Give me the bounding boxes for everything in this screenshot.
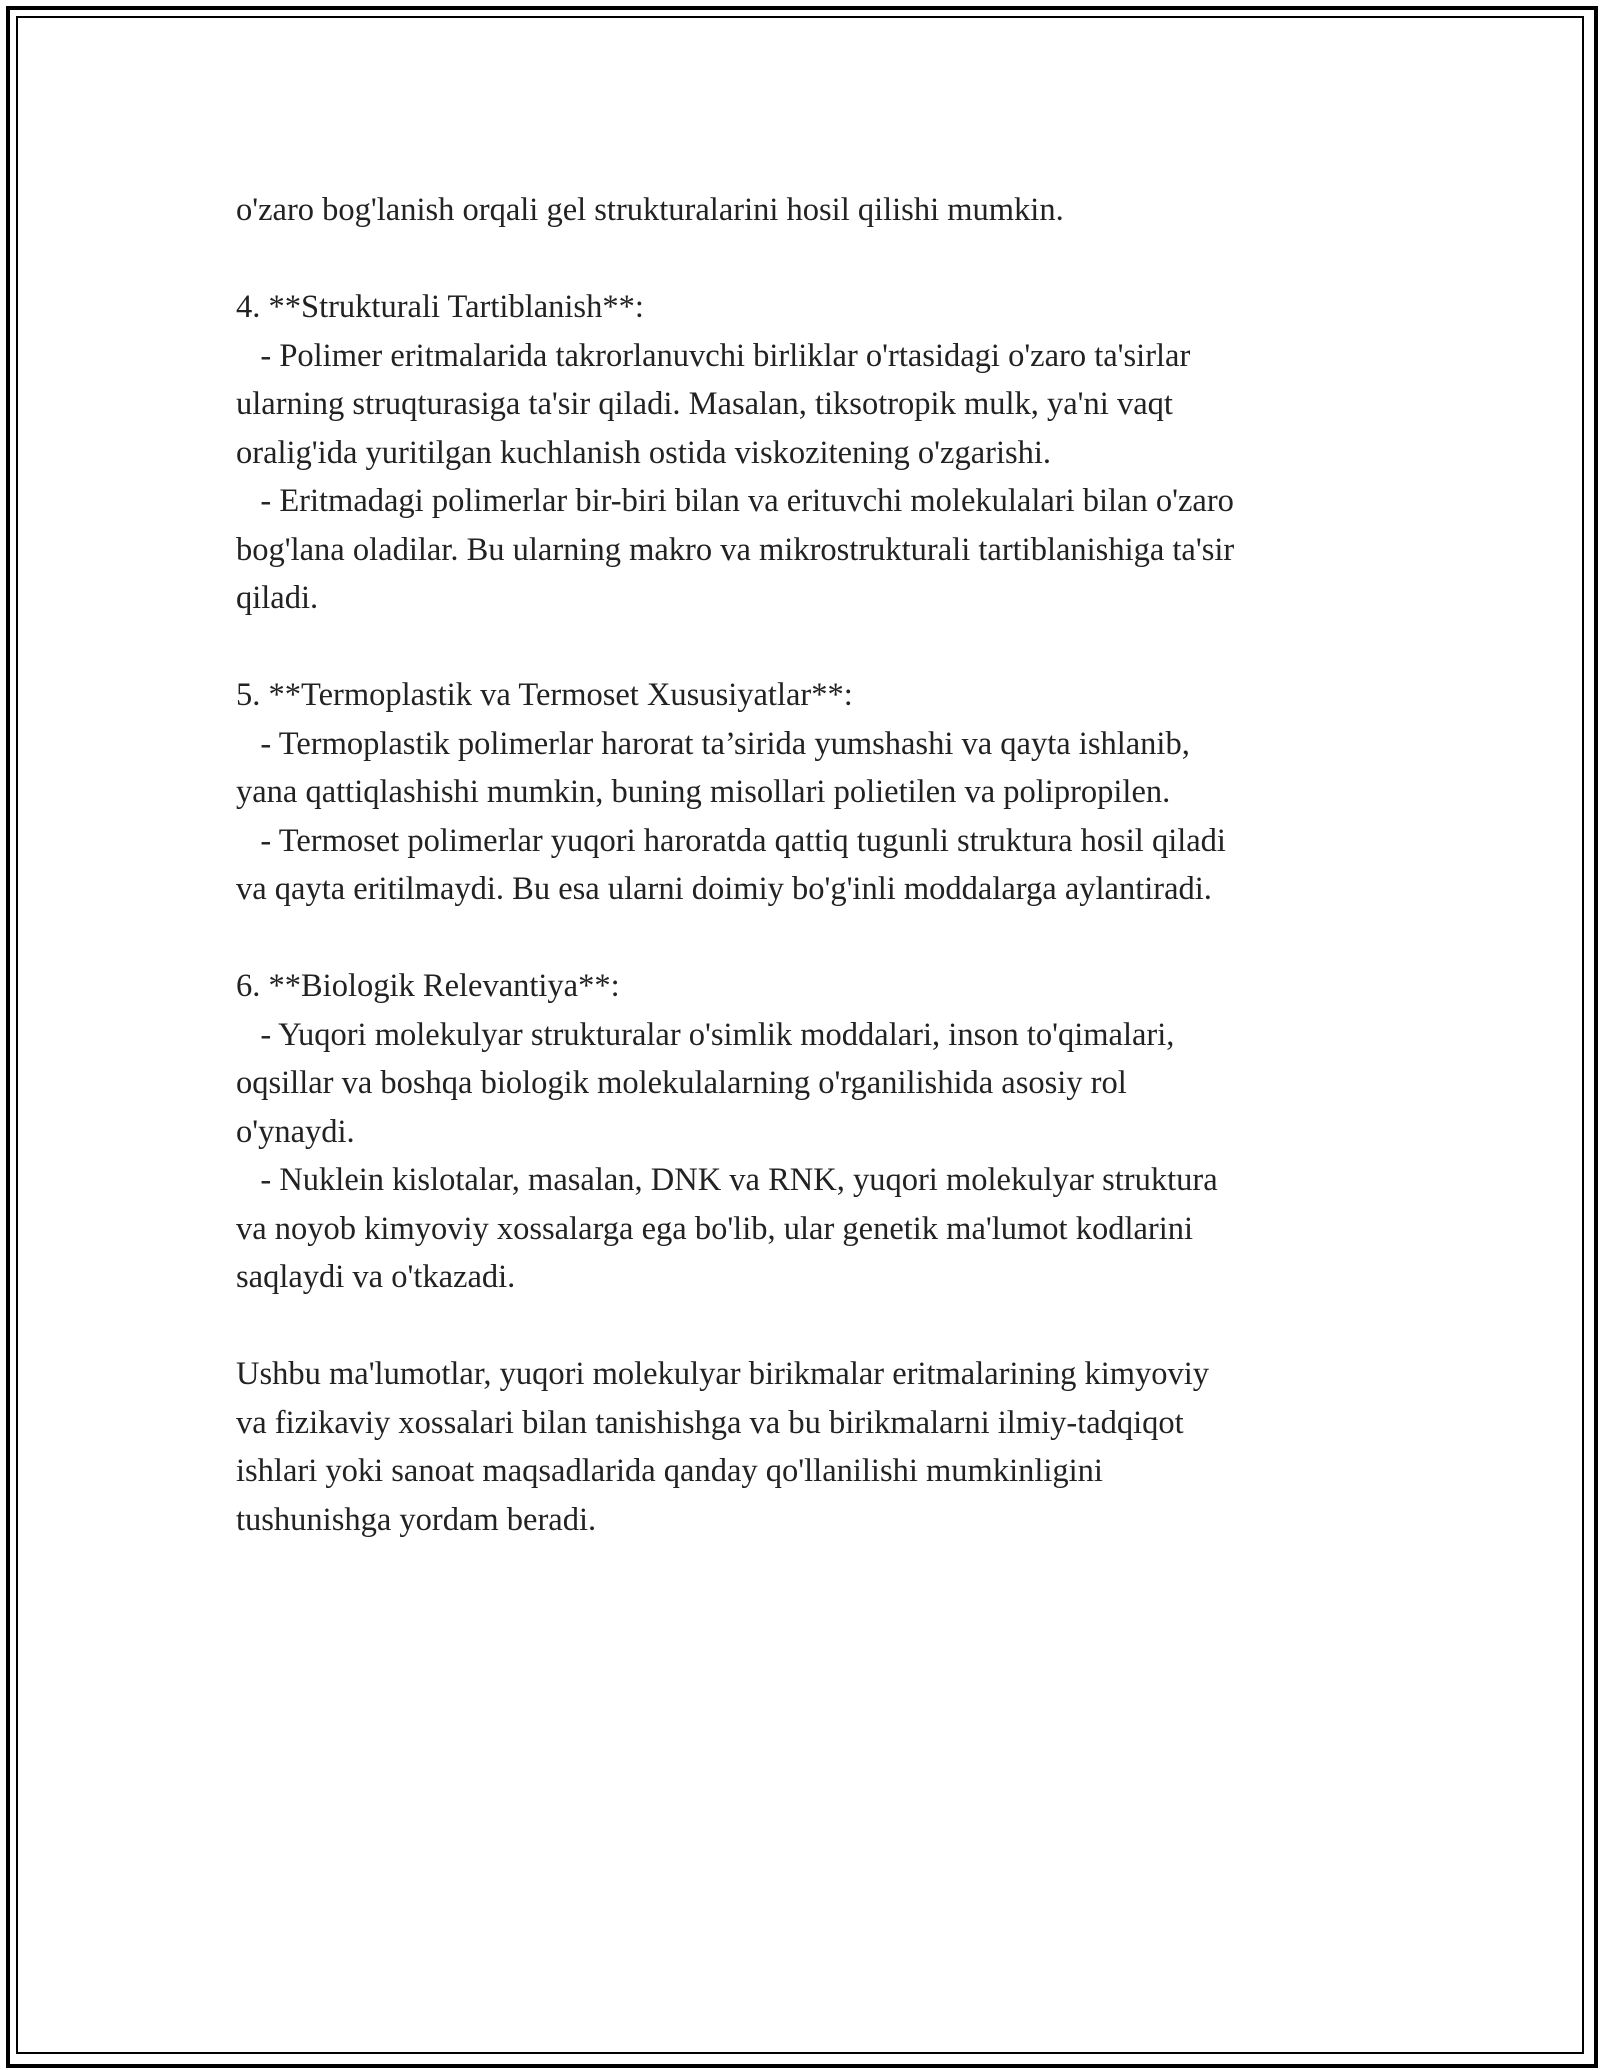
- section-heading: 4. **Strukturali Tartiblanish**:: [236, 289, 644, 325]
- conclusion-line: ishlari yoki sanoat maqsadlarida qanday qo'llanilishi mumkinligini: [236, 1453, 1103, 1489]
- blank-line: [236, 235, 1386, 284]
- text-line: va qayta eritilmaydi. Bu esa ularni doimiy bo'g'inli moddalarga aylantiradi.: [236, 871, 1212, 907]
- text-line: bog'lana oladilar. Bu ularning makro va mikrostrukturali tartiblanishiga ta'sir: [236, 531, 1235, 568]
- text-line: - Eritmadagi polimerlar bir-biri bilan va erituvchi molekulalari bilan o'zaro: [236, 483, 1234, 519]
- text-line: va noyob kimyoviy xossalarga ega bo'lib, ular genetik ma'lumot kodlarini: [236, 1210, 1194, 1247]
- text-line: ularning struqturasiga ta'sir qiladi. Masalan, tiksotropik mulk, ya'ni vaqt: [236, 386, 1173, 422]
- text-line: saqlaydi va o'tkazadi.: [236, 1259, 516, 1295]
- blank-line: [236, 623, 1386, 672]
- blank-line: [236, 1302, 1386, 1351]
- text-line: oqsillar va boshqa biologik molekulalarning o'rganilishida asosiy rol: [236, 1065, 1127, 1101]
- section-heading: 6. **Biologik Relevantiya**:: [236, 968, 620, 1004]
- text-line: - Termoplastik polimerlar harorat ta’sirida yumshashi va qayta ishlanib,: [236, 725, 1190, 762]
- conclusion-line: tushunishga yordam beradi.: [236, 1501, 597, 1538]
- text-line: - Termoset polimerlar yuqori haroratda qattiq tugunli struktura hosil qiladi: [236, 822, 1226, 859]
- section-heading: 5. **Termoplastik va Termoset Xususiyatlar**:: [236, 677, 853, 713]
- text-line: - Nuklein kislotalar, masalan, DNK va RNK, yuqori molekulyar struktura: [236, 1162, 1218, 1198]
- conclusion-line: Ushbu ma'lumotlar, yuqori molekulyar birikmalar eritmalarining kimyoviy: [236, 1356, 1210, 1392]
- conclusion-line: va fizikaviy xossalari bilan tanishishga va bu birikmalarni ilmiy-tadqiqot: [236, 1404, 1184, 1441]
- text-line: o'ynaydi.: [236, 1113, 355, 1150]
- text-line: qiladi.: [236, 580, 319, 616]
- blank-line: [236, 914, 1386, 963]
- text-line: o'zaro bog'lanish orqali gel strukturalarini hosil qilishi mumkin.: [236, 192, 1064, 228]
- text-line: oralig'ida yuritilgan kuchlanish ostida viskozitening o'zgarishi.: [236, 434, 1052, 471]
- document-body: [236, 186, 1386, 1544]
- text-line: - Yuqori molekulyar strukturalar o'simlik moddalari, inson to'qimalari,: [236, 1016, 1175, 1053]
- text-line: yana qattiqlashishi mumkin, buning misollari polietilen va polipropilen.: [236, 774, 1171, 810]
- text-line: - Polimer eritmalarida takrorlanuvchi birliklar o'rtasidagi o'zaro ta'sirlar: [236, 337, 1191, 374]
